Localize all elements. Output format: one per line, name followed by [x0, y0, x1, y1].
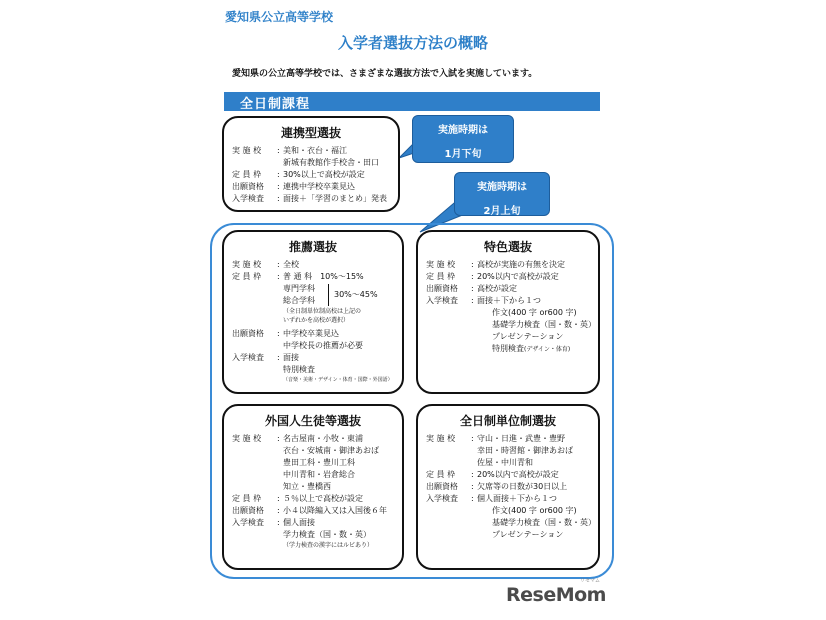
tokushoku-box [416, 230, 600, 394]
school-line: 中川青和・岩倉総合 [283, 470, 355, 479]
suisen-box [222, 230, 404, 394]
tanisei-title: 全日制単位制選抜 [459, 414, 556, 428]
tanisei-row-school: 実 施 校 : 守山・日進・武豊・豊野 [426, 433, 590, 445]
row-value: 高校が実施の有無を決定 [477, 260, 565, 269]
logo-text: ReseMom [506, 584, 606, 606]
quota-range: 30%～45% [334, 290, 378, 299]
row-value: 個人面接＋下から１つ [477, 494, 557, 503]
option-line [426, 343, 590, 356]
row-label: 入学検査 [232, 353, 264, 362]
row-label: 入学検査 [232, 518, 264, 527]
row-value: 中学校卒業見込 [283, 329, 339, 338]
row-label: 実 施 校 [232, 434, 262, 443]
option-line: 作文(400 字 or600 字) [492, 308, 577, 317]
row-value: 小４以降編入又は入国後６年 [283, 506, 387, 515]
option-line: 作文(400 字 or600 字) [492, 506, 577, 515]
option-line: プレゼンテーション [492, 530, 564, 539]
exam-line: 学力検査（国・数・英） [283, 530, 371, 539]
exam-line: 特別検査 [283, 365, 315, 374]
callout-line2: 1月下旬 [444, 149, 482, 160]
school-line: 幸田・時習館・御津あおば [477, 446, 573, 455]
option-note: (デザイン・体育) [524, 346, 571, 353]
gaikokujin-title: 外国人生徒等選抜 [264, 414, 361, 428]
tanisei-box [416, 404, 600, 570]
row-label: 出願資格 [232, 329, 264, 338]
tokushoku-row: 実 施 校 : 高校が実施の有無を決定 [426, 259, 590, 271]
quota-note: （全日制単位制高校は上記の [283, 308, 362, 315]
suisen-rows [232, 259, 394, 384]
callout-line1: 実施時期は [438, 125, 488, 136]
resemom-logo [506, 578, 606, 606]
tanisei-row: 出願資格 : 欠席等の日数が30日以上 [426, 481, 590, 493]
row-value: 面接 [283, 353, 299, 362]
document-label: 愛知県公立高等学校 [225, 10, 334, 24]
row-value: 普 通 科 10%～15% [283, 272, 364, 281]
elig-line: 中学校長の推薦が必要 [283, 341, 363, 350]
callout-line1: 実施時期は [477, 182, 527, 193]
row-label: 定 員 枠 [232, 494, 262, 503]
gaikokujin-rows [232, 433, 394, 550]
row-label: 定 員 枠 [426, 470, 456, 479]
option-line: 基礎学力検査（国・数・英） [492, 320, 596, 329]
school-line: 衣台・安城南・御津あおば [283, 446, 379, 455]
row-value: 30%以上で高校が設定 [283, 170, 365, 179]
row-value: 20%以内で高校が設定 [477, 470, 559, 479]
row-label: 実 施 校 [232, 260, 262, 269]
tanisei-row: 入学検査 : 個人面接＋下から１つ [426, 493, 590, 505]
callout-january [412, 115, 514, 163]
tokushoku-title: 特色選抜 [483, 240, 532, 254]
renkei-row: 定 員 枠 : 30%以上で高校が設定 [232, 169, 390, 181]
exam-note: （音楽・美術・デザイン・体育・国際・外国語） [283, 377, 393, 383]
tokushoku-row: 出願資格 : 高校が設定 [426, 283, 590, 295]
row-value: 面接＋下から１つ [477, 296, 541, 305]
quota-line: 専門学科 [283, 284, 315, 293]
school-line: 豊田工科・豊川工科 [283, 458, 355, 467]
row-value: 面接＋「学習のまとめ」発表 [283, 194, 387, 203]
exam-note: （学力検査の漢字にはルビあり） [283, 542, 374, 549]
row-value: 欠席等の日数が30日以上 [477, 482, 568, 491]
row-label: 出願資格 [426, 482, 458, 491]
section-band-label: 全日制課程 [240, 97, 311, 112]
row-value: ５％以上で高校が設定 [283, 494, 363, 503]
renkei-box [222, 116, 400, 212]
gaikokujin-row: 出願資格 : 小４以降編入又は入国後６年 [232, 505, 394, 517]
quota-note: いずれかを高校が選択） [283, 317, 350, 324]
renkei-row: 実 施 校 : 美和・衣台・福江 [232, 145, 390, 157]
tokushoku-rows [426, 259, 596, 356]
tanisei-rows [426, 433, 596, 541]
school-line: 佐屋・中川青和 [477, 458, 533, 467]
row-value: 新城有教館作手校舎・田口 [283, 158, 379, 167]
callout-february [454, 172, 550, 216]
tanisei-row: 定 員 枠 : 20%以内で高校が設定 [426, 469, 590, 481]
logo-ruby: リセマム [580, 578, 600, 584]
row-value: 全校 [283, 260, 299, 269]
gaikokujin-row: 入学検査 : 個人面接 [232, 517, 394, 529]
row-label: 定 員 枠 [232, 272, 262, 281]
renkei-title: 連携型選抜 [280, 126, 341, 140]
document-title: 入学者選抜方法の概略 [337, 34, 488, 52]
gaikokujin-row-school: 実 施 校 : 名古屋南・小牧・東浦 [232, 433, 394, 445]
row-value: 名古屋南・小牧・東浦 [283, 434, 363, 443]
gaikokujin-row: 定 員 枠 : ５％以上で高校が設定 [232, 493, 394, 505]
row-label: 実 施 校 [426, 260, 456, 269]
renkei-row [232, 157, 390, 169]
renkei-rows [232, 145, 390, 205]
quota-line: 総合学科 [283, 296, 315, 305]
row-label: 定 員 枠 [232, 170, 262, 179]
renkei-row: 入学検査 : 面接＋「学習のまとめ」発表 [232, 193, 390, 205]
quota-bracket [328, 284, 329, 306]
option-line: プレゼンテーション [492, 332, 564, 341]
option-line: 基礎学力検査（国・数・英） [492, 518, 596, 527]
document-intro: 愛知県の公立高等学校では、さまざまな選抜方法で入試を実施しています。 [232, 69, 538, 79]
row-value: 個人面接 [283, 518, 315, 527]
row-label [232, 157, 277, 169]
row-label: 定 員 枠 [426, 272, 456, 281]
renkei-row: 出願資格 : 連携中学校卒業見込 [232, 181, 390, 193]
suisen-title: 推薦選抜 [288, 240, 337, 254]
suisen-row-school: 実 施 校 : 全校 [232, 259, 394, 271]
callout-line2: 2月上旬 [483, 206, 521, 217]
option-text: 特別検査 [492, 344, 524, 353]
row-value: 守山・日進・武豊・豊野 [477, 434, 565, 443]
row-value: 高校が設定 [477, 284, 517, 293]
suisen-quota-group [232, 283, 394, 307]
school-line: 知立・豊橋西 [283, 482, 331, 491]
tokushoku-row: 入学検査 : 面接＋下から１つ [426, 295, 590, 307]
gaikokujin-box [222, 404, 404, 570]
row-value: 連携中学校卒業見込 [283, 182, 355, 191]
row-label: 入学検査 [426, 494, 458, 503]
row-label: 出願資格 [426, 284, 458, 293]
row-label: 入学検査 [426, 296, 458, 305]
row-label: 実 施 校 [426, 434, 456, 443]
row-label: 入学検査 [232, 194, 264, 203]
suisen-row-elig: 出願資格 : 中学校卒業見込 [232, 328, 394, 340]
row-label: 出願資格 [232, 506, 264, 515]
suisen-row-quota: 定 員 枠 : 普 通 科 10%～15% [232, 271, 394, 283]
row-value: 美和・衣台・福江 [283, 146, 347, 155]
suisen-row-exam: 入学検査 : 面接 [232, 352, 394, 364]
row-value: 20%以内で高校が設定 [477, 272, 559, 281]
row-label: 出願資格 [232, 182, 264, 191]
tokushoku-row: 定 員 枠 : 20%以内で高校が設定 [426, 271, 590, 283]
row-label: 実 施 校 [232, 146, 262, 155]
